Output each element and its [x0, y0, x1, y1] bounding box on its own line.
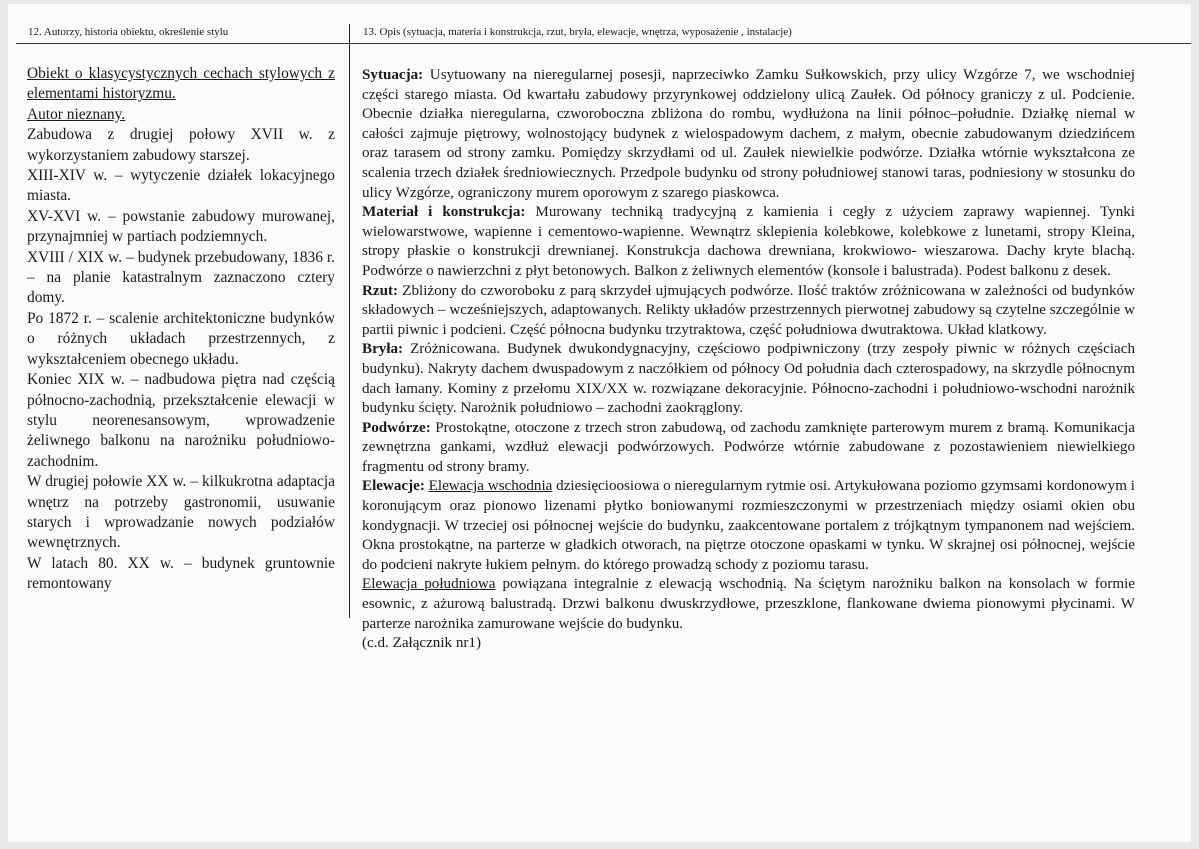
section-sytuacja	[362, 66, 1135, 203]
right-column-header: 13. Opis (sytuacja, materia i konstrukcja, rzut, bryła, elewacje, wnętrza, wyposażenie , instalacje)	[363, 26, 792, 38]
section-text: Prostokątne, otoczone z trzech stron zabudową, od zachodu zamknięte parterowym murem z bramą. Komunikacja zewnętrzna gankami, wzdłuż elewacji podwórzowych. Podwórze wtórnie zabudowane z pozostawieniem niewielkiego fragmentu od strony bramy.	[362, 419, 1135, 475]
section-bryla	[362, 340, 1135, 418]
history-column	[27, 64, 335, 595]
history-entry: W drugiej połowie XX w. – kilkukrotna adaptacja wnętrz na potrzeby gastronomii, usuwanie starych i wprowadzanie nowych podziałów wewnętrznych.	[27, 473, 335, 552]
section-label: Elewacje:	[362, 478, 425, 495]
history-entry: XIII-XIV w. – wytyczenie działek lokacyjnego miasta.	[27, 167, 335, 205]
section-label: Rzut:	[362, 282, 399, 299]
east-elevation-label: Elewacja wschodnia	[428, 478, 553, 495]
section-text: Zbliżony do czworoboku z parą skrzydeł ujmujących podwórze. Ilość traktów zróżnicowana w zależności od budynków składowych – wcześniejszych, adaptowanych. Relikty układów przestrzennych pierwotnej zabudowy są czytelne szczególnie w partii piwnic i podcieni. Część północna budynku trzytraktowa, część południowa dwutraktowa. Układ klatkowy.	[362, 282, 1135, 338]
style-title: Obiekt o klasycystycznych cechach stylowych z elementami historyzmu.	[27, 65, 335, 103]
section-elewacje	[362, 477, 1135, 575]
description-column	[362, 66, 1135, 654]
author-note: Autor nieznany.	[27, 105, 126, 123]
section-label: Materiał i konstrukcja:	[362, 204, 526, 221]
document-sheet	[8, 4, 1191, 842]
section-label: Podwórze:	[362, 419, 431, 436]
history-entry: Koniec XIX w. – nadbudowa piętra nad częścią północno-zachodnią, przekształcenie elewacji w stylu neorenesansowym, wprowadzenie żeliwnego balkonu na narożniku południowo-zachodnim.	[27, 371, 335, 470]
section-material	[362, 203, 1135, 281]
section-text: Zróżnicowana. Budynek dwukondygnacyjny, częściowo podpiwniczony (trzy zespoły piwnic w różnych częściach budynku). Nakryty dachem dwuspadowym z naczółkiem od północy Od południa dach czterospadowy, na skrzydle północnym dach łamany. Kominy z przełomu XIX/XX w. rozwiązane dekoracyjnie. Północno-zachodni i południowo-wschodni narożnik budynku ścięty. Narożnik południowo – zachodni zaokrąglony.	[362, 341, 1135, 417]
south-elevation-text: powiązana integralnie z elewacją wschodnią. Na ściętym narożniku balkon na konsolach w formie esownic, z ażurową balustradą. Drzwi balkonu dwuskrzydłowe, przeszklone, flankowane dwiema pionowymi płycinami. W parterze narożnika zamurowane wejście do budynku.	[362, 576, 1135, 632]
section-podworze	[362, 419, 1135, 478]
section-label: Sytuacja:	[362, 67, 424, 83]
south-elevation-label: Elewacja południowa	[362, 576, 496, 593]
section-text: Usytuowany na nieregularnej posesji, naprzeciwko Zamku Sułkowskich, przy ulicy Wzgórze 7, we wschodniej części starego miasta. Od kwartału zabudowy przyrynkowej oddzielony ulicą Zaułek. Od północy graniczy z ul. Podcienie. Obecnie działka nieregularna, czworoboczna zbliżona do rombu, wydłużona na linii północ–południe. Działkę niemal w całości zajmuje piętrowy, wolnostojący budynek z wielospadowym dachem, z małym, obecnie zabudowanym dziedzińcem oraz tarasem od strony zamku. Pomiędzy skrzydłami od ul. Zaułek niewielkie podwórze. Działka wtórnie wykształcona ze scalenia trzech działek średniowiecznych. Przedpole budynku od strony południowej stanowi taras, podniesiony w stosunku do ulicy Wzgórze, ograniczony murem oporowym z szarego piaskowca.	[362, 67, 1135, 201]
east-elevation-text: dziesięcioosiowa o nieregularnym rytmie osi. Artykułowana poziomo gzymsami kordonowym i koronującym oraz pionowo lizenami płytko boniowanymi rozmieszczonymi w przestrzeniach między osiami okien obu kondygnacji. W trzeciej osi północnej wejście do budynku, zaakcentowane portalem z trójkątnym tympanonem nad wejściem. Okna prostokątne, na parterze w gładkich otworach, na piętrze otoczone opaskami w tynku. W skrajnej osi północnej, wejście do podcieni nakryte łukiem pełnym. do którego prowadzą schody z poziomu tarasu.	[362, 478, 1135, 573]
column-divider	[349, 24, 350, 618]
history-entry: XVIII / XIX w. – budynek przebudowany, 1836 r. – na planie katastralnym zaznaczono cztery domy.	[27, 248, 335, 307]
history-entry: Po 1872 r. – scalenie architektoniczne budynków o różnych układach przestrzennych, z wykształceniem obecnego układu.	[27, 309, 335, 368]
section-rzut	[362, 282, 1135, 341]
history-entry: W latach 80. XX w. – budynek gruntownie remontowany	[27, 554, 335, 593]
left-column-header: 12. Autorzy, historia obiektu, określenie stylu	[28, 26, 229, 38]
history-entry: Zabudowa z drugiej połowy XVII w. z wykorzystaniem zabudowy starszej.	[27, 126, 335, 164]
header-divider	[16, 43, 1191, 44]
attachment-note: (c.d. Załącznik nr1)	[362, 635, 482, 652]
section-text: Murowany techniką tradycyjną z kamienia i cegły z użyciem zaprawy wapiennej. Tynki wielowarstwowe, wapienne i cementowo-wapienne. Wewnątrz sklepienia kolebkowe, kolebkowe z lunetami, stropy Kleina, stropy płaskie o konstrukcji drewnianej. Konstrukcja dachowa drewniana, krokwiowo- wieszarowa. Dachy kryte blachą. Podwórze o nawierzchni z płyt betonowych. Balkon z żeliwnych elementów (konsole i balustrada). Podest balkonu z desek.	[362, 204, 1135, 279]
section-label: Bryła:	[362, 341, 404, 358]
history-entry: XV-XVI w. – powstanie zabudowy murowanej, przynajmniej w partiach podziemnych.	[27, 207, 335, 246]
section-south-elevation	[362, 575, 1135, 634]
